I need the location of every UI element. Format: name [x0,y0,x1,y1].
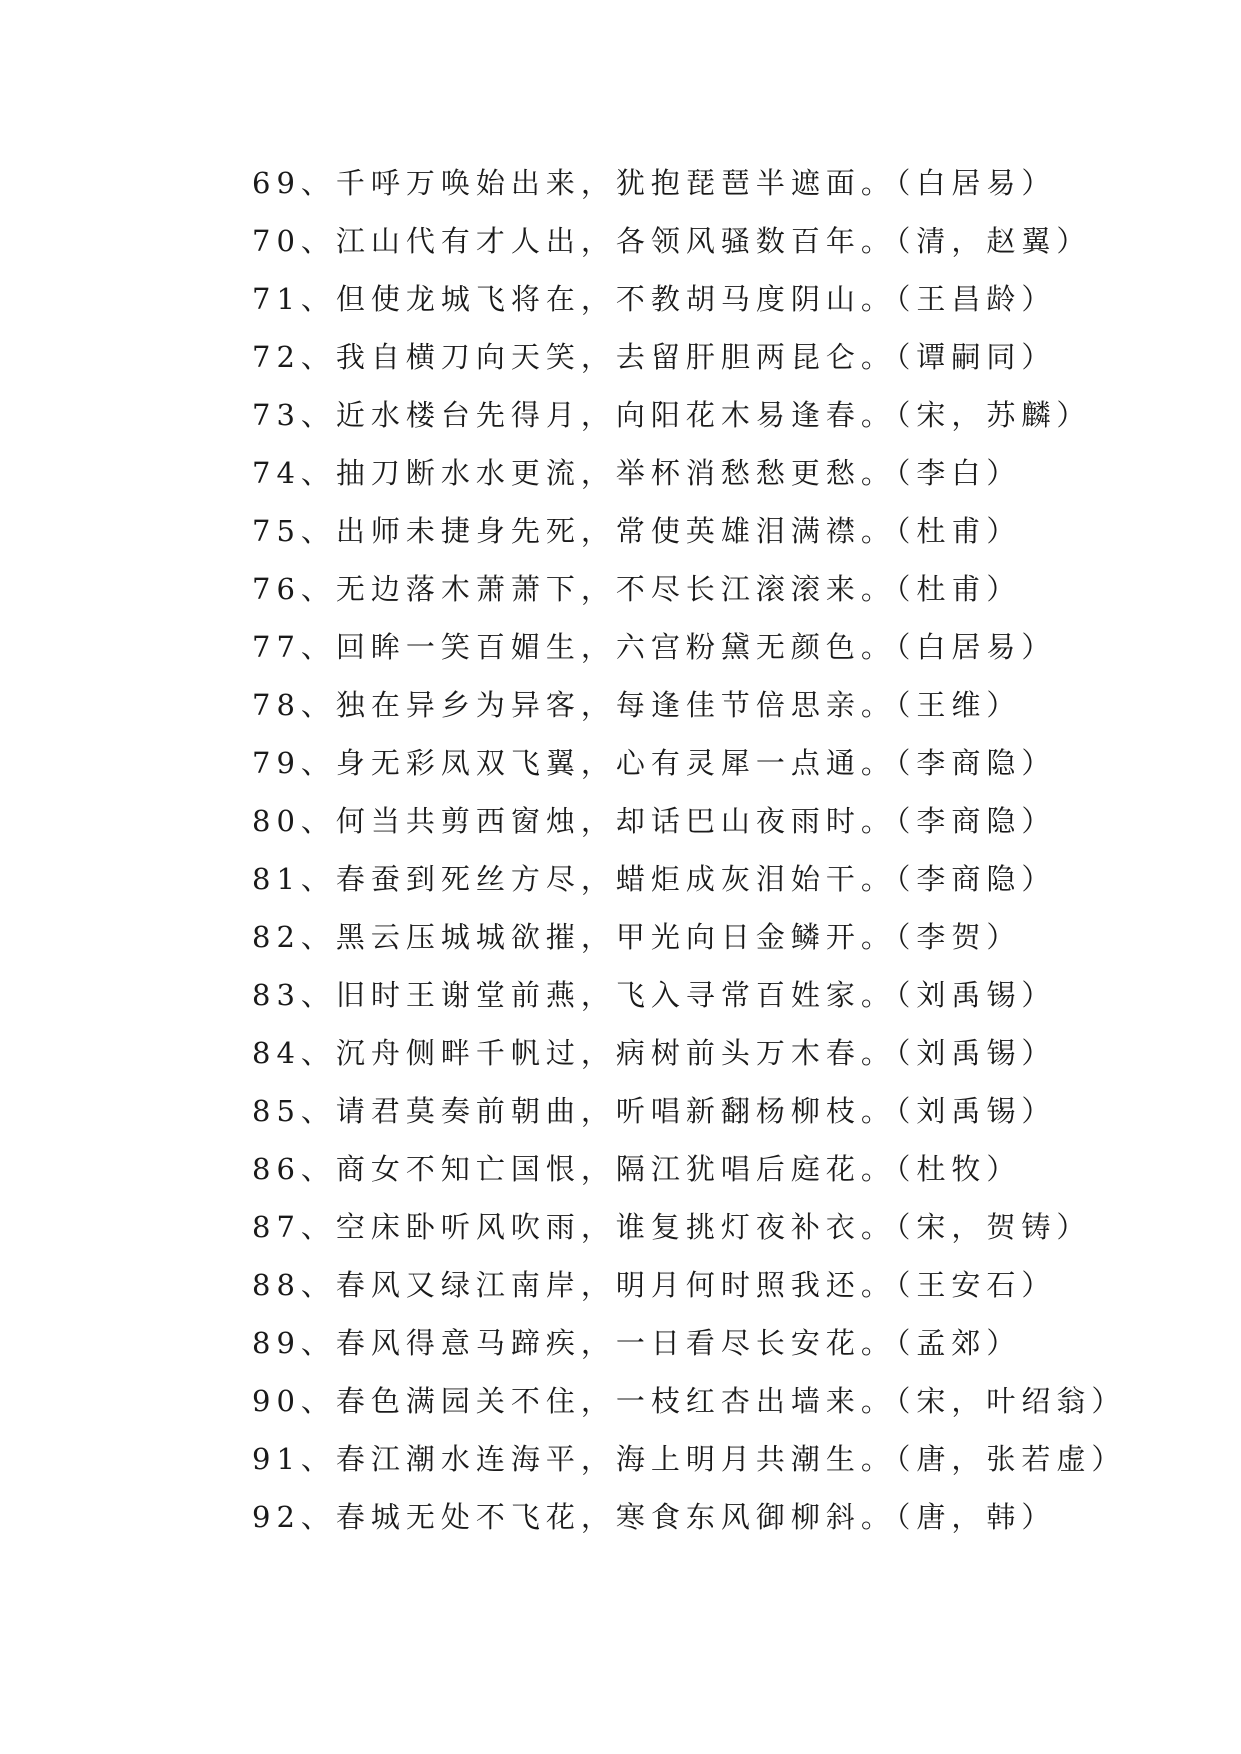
poem-line-91: 91、春江潮水连海平，海上明月共潮生。（唐，张若虚） [252,1442,1127,1476]
poem-line-70: 70、江山代有才人出，各领风骚数百年。（清，赵翼） [252,224,1092,258]
poem-line-82: 82、黑云压城城欲摧，甲光向日金鳞开。（李贺） [252,920,1022,954]
poem-line-79: 79、身无彩凤双飞翼，心有灵犀一点通。（李商隐） [252,746,1057,780]
poem-line-78: 78、独在异乡为异客，每逢佳节倍思亲。（王维） [252,688,1022,722]
poem-list [252,154,1212,1546]
poem-line-90: 90、春色满园关不住，一枝红杏出墙来。（宋，叶绍翁） [252,1384,1127,1418]
poem-line-76: 76、无边落木萧萧下，不尽长江滚滚来。（杜甫） [252,572,1022,606]
poem-line-84: 84、沉舟侧畔千帆过，病树前头万木春。（刘禹锡） [252,1036,1057,1070]
poem-line-85: 85、请君莫奏前朝曲，听唱新翻杨柳枝。（刘禹锡） [252,1094,1057,1128]
poem-line-80: 80、何当共剪西窗烛，却话巴山夜雨时。（李商隐） [252,804,1057,838]
poem-line-71: 71、但使龙城飞将在，不教胡马度阴山。（王昌龄） [252,282,1057,316]
poem-line-77: 77、回眸一笑百媚生，六宫粉黛无颜色。（白居易） [252,630,1057,664]
poem-line-74: 74、抽刀断水水更流，举杯消愁愁更愁。（李白） [252,456,1022,490]
poem-line-69: 69、千呼万唤始出来，犹抱琵琶半遮面。（白居易） [252,166,1057,200]
poem-line-83: 83、旧时王谢堂前燕，飞入寻常百姓家。（刘禹锡） [252,978,1057,1012]
poem-line-75: 75、出师未捷身先死，常使英雄泪满襟。（杜甫） [252,514,1022,548]
poem-line-92: 92、春城无处不飞花，寒食东风御柳斜。（唐，韩） [252,1500,1057,1534]
poem-line-87: 87、空床卧听风吹雨，谁复挑灯夜补衣。（宋，贺铸） [252,1210,1092,1244]
poem-line-73: 73、近水楼台先得月，向阳花木易逢春。（宋，苏麟） [252,398,1092,432]
poem-line-81: 81、春蚕到死丝方尽，蜡炬成灰泪始干。（李商隐） [252,862,1057,896]
poem-line-72: 72、我自横刀向天笑，去留肝胆两昆仑。（谭嗣同） [252,340,1057,374]
poem-line-88: 88、春风又绿江南岸，明月何时照我还。（王安石） [252,1268,1057,1302]
poem-line-89: 89、春风得意马蹄疾，一日看尽长安花。（孟郊） [252,1326,1022,1360]
poem-line-86: 86、商女不知亡国恨，隔江犹唱后庭花。（杜牧） [252,1152,1022,1186]
